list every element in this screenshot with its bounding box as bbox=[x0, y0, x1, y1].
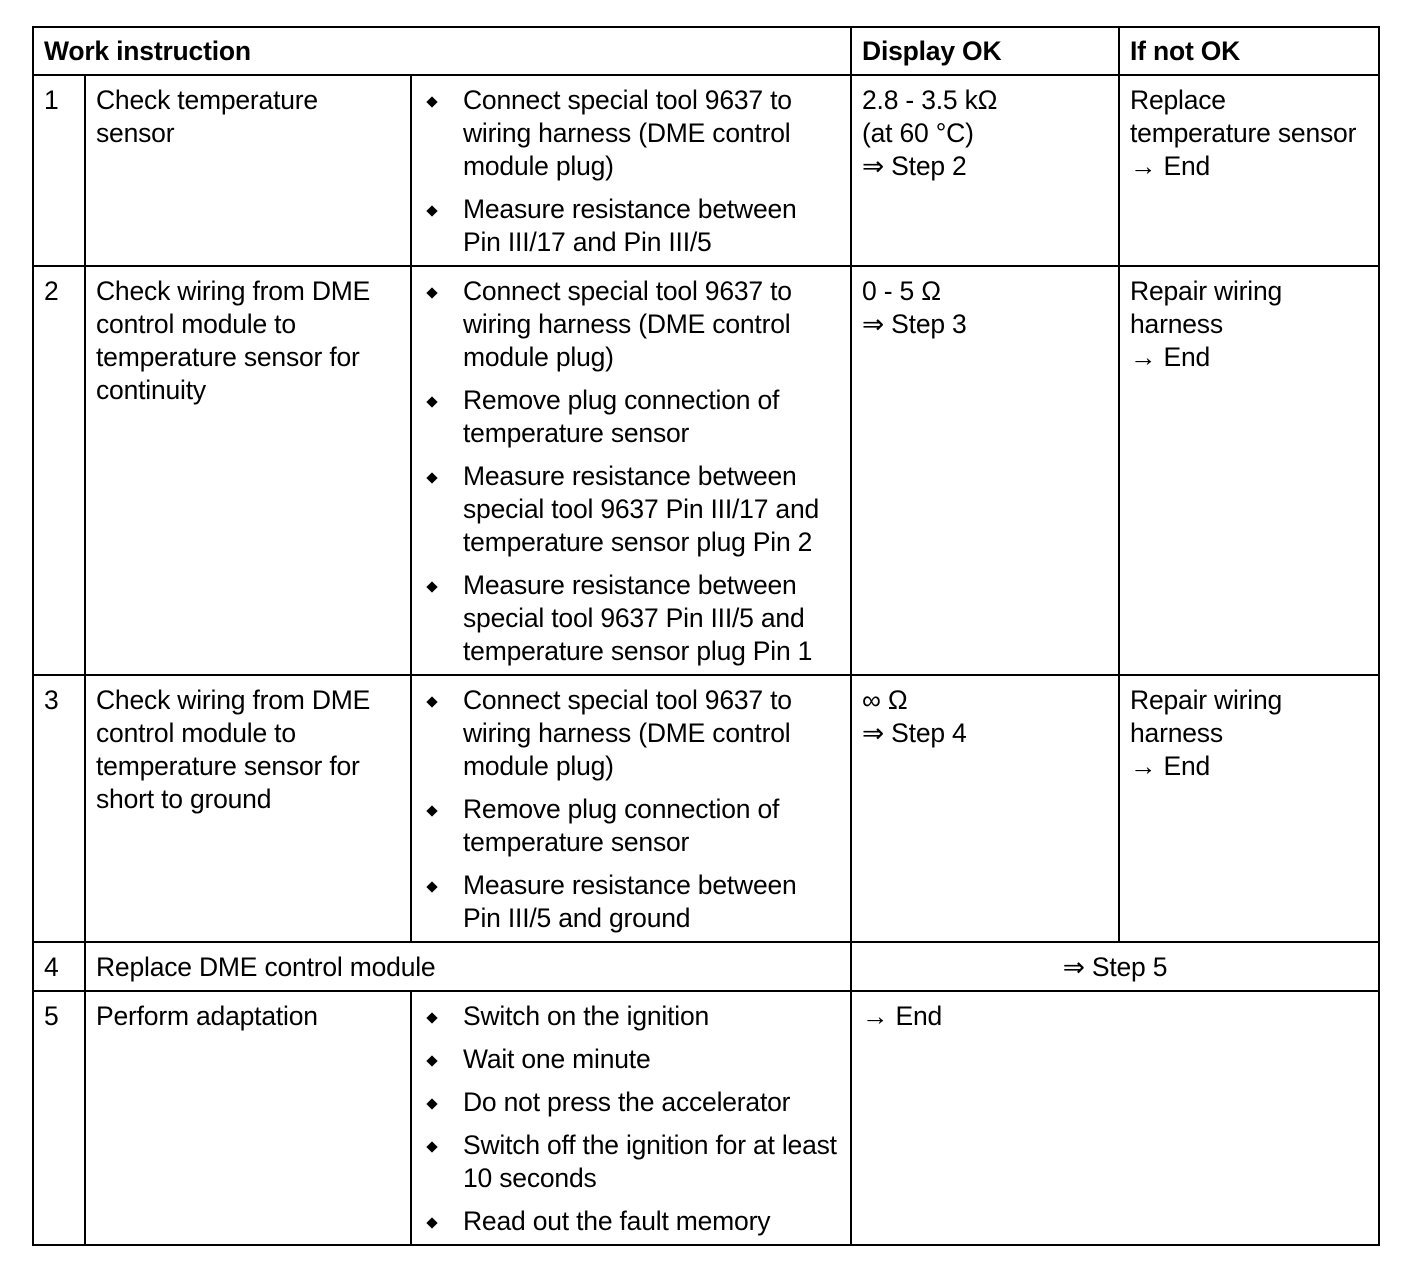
action-item: Wait one minute bbox=[422, 1043, 840, 1076]
table-header-row bbox=[33, 27, 1379, 75]
diamond-bullet-icon bbox=[426, 287, 437, 298]
diamond-bullet-icon bbox=[426, 472, 437, 483]
action-item: Remove plug connection of temperature sensor bbox=[422, 793, 840, 859]
step-actions bbox=[411, 991, 851, 1245]
diamond-bullet-icon bbox=[426, 1012, 437, 1023]
diamond-bullet-icon bbox=[426, 581, 437, 592]
action-item: Switch off the ignition for at least 10 seconds bbox=[422, 1129, 840, 1195]
action-item: Measure resistance between special tool 9637 Pin III/17 and temperature sensor plug Pin 2 bbox=[422, 460, 840, 559]
step-instruction: Check wiring from DME control module to temperature sensor for short to ground bbox=[85, 675, 411, 942]
if-not-ok-cell: Replace temperature sensor → End bbox=[1119, 75, 1379, 266]
step-number: 1 bbox=[33, 75, 85, 266]
action-item: Connect special tool 9637 to wiring harness (DME control module plug) bbox=[422, 84, 840, 183]
action-item: Do not press the accelerator bbox=[422, 1086, 840, 1119]
action-item: Measure resistance between Pin III/17 and Pin III/5 bbox=[422, 193, 840, 259]
action-item: Switch on the ignition bbox=[422, 1000, 840, 1033]
action-item: Connect special tool 9637 to wiring harness (DME control module plug) bbox=[422, 275, 840, 374]
table-row bbox=[33, 991, 1379, 1245]
step-number: 3 bbox=[33, 675, 85, 942]
display-ok-cell: 2.8 - 3.5 kΩ (at 60 °C) ⇒ Step 2 bbox=[851, 75, 1119, 266]
header-display-ok: Display OK bbox=[851, 27, 1119, 75]
step-number: 4 bbox=[33, 942, 85, 991]
step-result: ⇒ Step 5 bbox=[851, 942, 1379, 991]
table-row bbox=[33, 675, 1379, 942]
step-actions bbox=[411, 266, 851, 675]
diamond-bullet-icon bbox=[426, 1055, 437, 1066]
step-instruction: Check temperature sensor bbox=[85, 75, 411, 266]
step-instruction: Replace DME control module bbox=[85, 942, 851, 991]
diamond-bullet-icon bbox=[426, 696, 437, 707]
work-instruction-table bbox=[32, 26, 1380, 1246]
step-instruction: Check wiring from DME control module to temperature sensor for continuity bbox=[85, 266, 411, 675]
diamond-bullet-icon bbox=[426, 396, 437, 407]
step-instruction: Perform adaptation bbox=[85, 991, 411, 1245]
display-ok-cell: ∞ Ω ⇒ Step 4 bbox=[851, 675, 1119, 942]
display-ok-cell: → End bbox=[851, 991, 1379, 1245]
diamond-bullet-icon bbox=[426, 1141, 437, 1152]
diamond-bullet-icon bbox=[426, 1217, 437, 1228]
diamond-bullet-icon bbox=[426, 96, 437, 107]
diamond-bullet-icon bbox=[426, 1098, 437, 1109]
step-actions bbox=[411, 675, 851, 942]
action-item: Measure resistance between special tool 9637 Pin III/5 and temperature sensor plug Pin 1 bbox=[422, 569, 840, 668]
step-actions bbox=[411, 75, 851, 266]
header-if-not-ok: If not OK bbox=[1119, 27, 1379, 75]
action-item: Measure resistance between Pin III/5 and ground bbox=[422, 869, 840, 935]
diamond-bullet-icon bbox=[426, 205, 437, 216]
table-row bbox=[33, 942, 1379, 991]
table-row bbox=[33, 266, 1379, 675]
diamond-bullet-icon bbox=[426, 805, 437, 816]
header-work-instruction: Work instruction bbox=[33, 27, 851, 75]
if-not-ok-cell: Repair wiring harness → End bbox=[1119, 266, 1379, 675]
action-item: Connect special tool 9637 to wiring harness (DME control module plug) bbox=[422, 684, 840, 783]
table-row bbox=[33, 75, 1379, 266]
display-ok-cell: 0 - 5 Ω ⇒ Step 3 bbox=[851, 266, 1119, 675]
step-number: 5 bbox=[33, 991, 85, 1245]
diamond-bullet-icon bbox=[426, 881, 437, 892]
step-number: 2 bbox=[33, 266, 85, 675]
if-not-ok-cell: Repair wiring harness → End bbox=[1119, 675, 1379, 942]
action-item: Remove plug connection of temperature sensor bbox=[422, 384, 840, 450]
action-item: Read out the fault memory bbox=[422, 1205, 840, 1238]
